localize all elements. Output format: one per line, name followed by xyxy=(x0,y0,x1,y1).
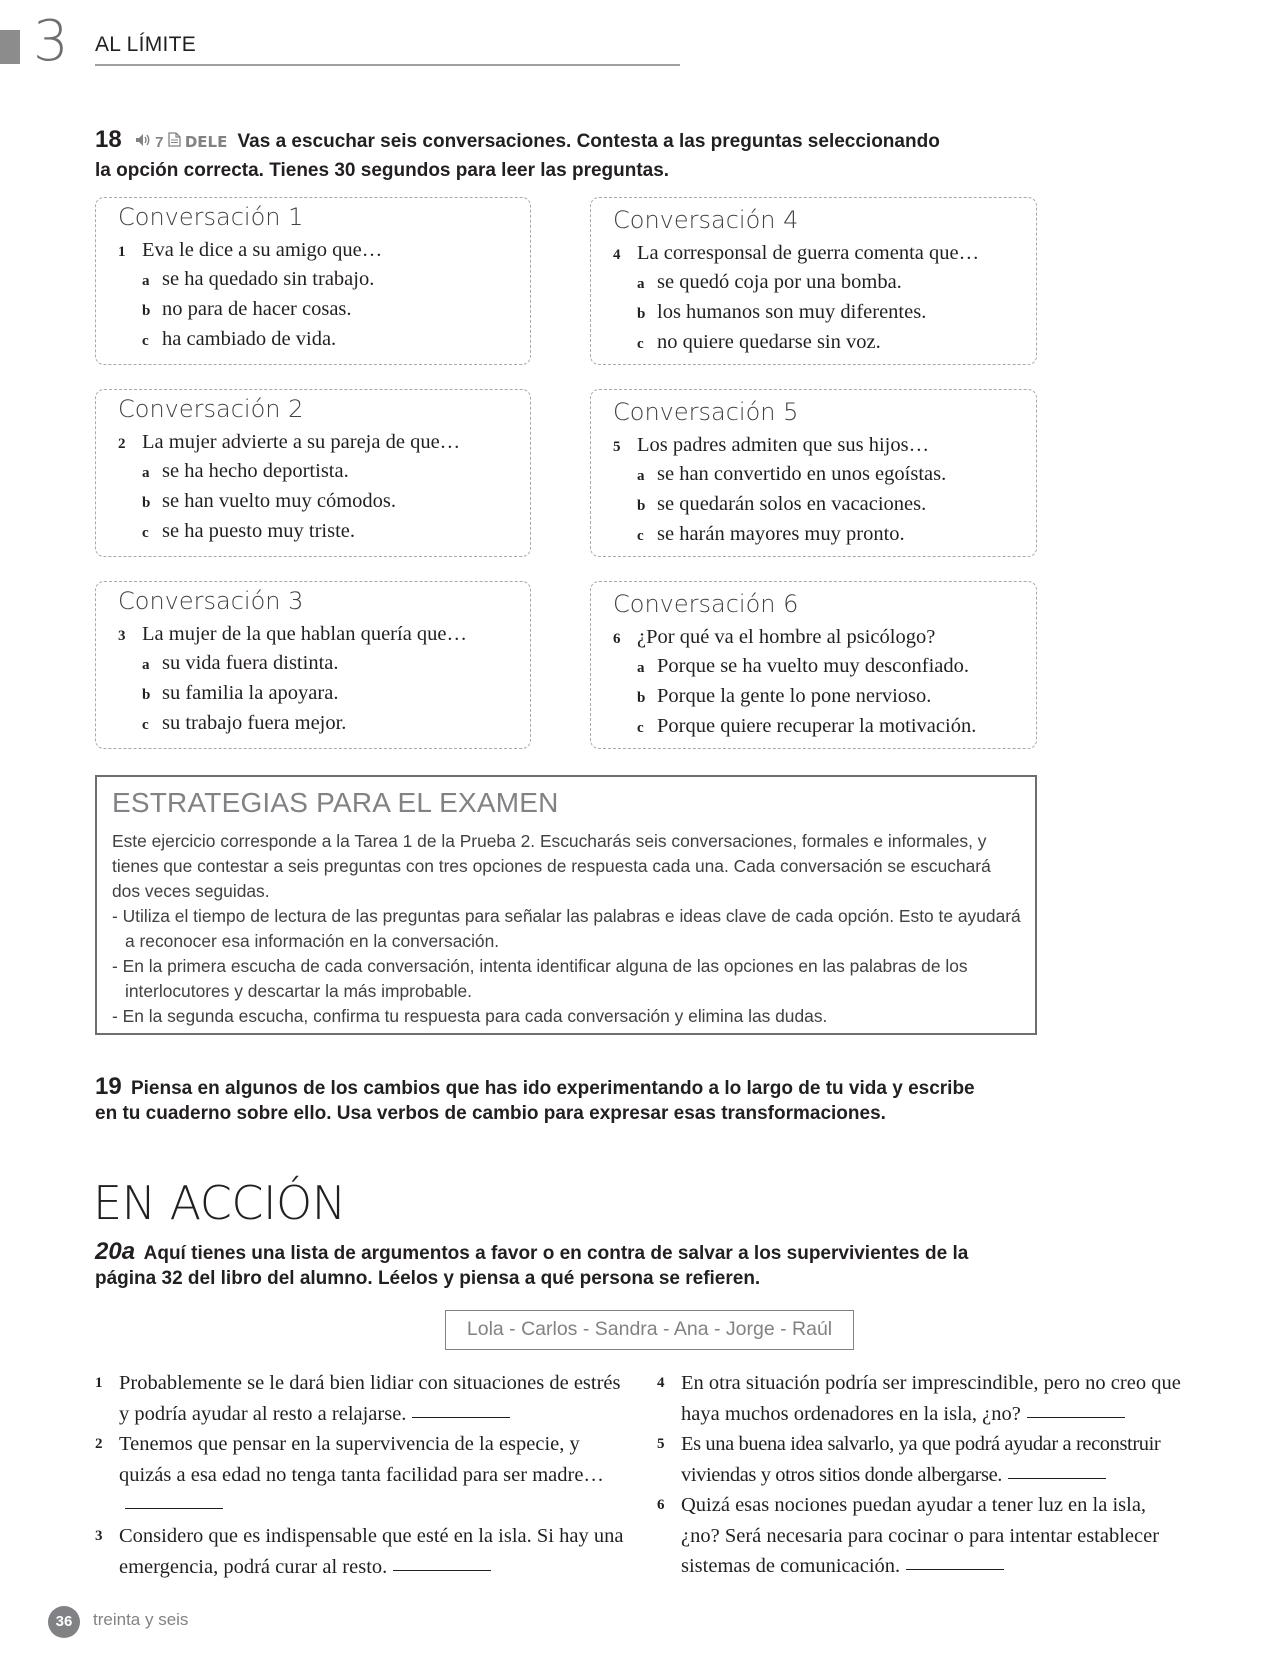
answer-blank[interactable] xyxy=(1027,1417,1125,1418)
answer-blank[interactable] xyxy=(1008,1478,1106,1479)
conversation-title: Conversación 3 xyxy=(118,587,304,615)
option-c: c Porque quiere recuperar la motivación. xyxy=(637,715,977,737)
strategies-intro: Este ejercicio corresponde a la Tarea 1 de la Prueba 2. Escucharás seis conversaciones, formales e informales, y tienes que contestar a seis preguntas con tres opciones de respuesta cada una. Cada conversación se escuchará dos veces seguidas. xyxy=(112,831,991,901)
conversation-title: Conversación 5 xyxy=(613,398,799,426)
argument-item-2: 2 Tenemos que pensar en la supervivencia de la especie, y quizás a esa edad no tenga tanta facilidad para ser madre… xyxy=(95,1429,625,1521)
speaker-icon xyxy=(135,129,151,156)
option-c: c ha cambiado de vida. xyxy=(142,328,337,350)
argument-item-5: 5 Es una buena idea salvarlo, ya que podrá ayudar a reconstruir viviendas y otros sitios donde albergarse. xyxy=(657,1433,1161,1486)
page-number: 36 xyxy=(48,1606,80,1638)
option-a: a se quedó coja por una bomba. xyxy=(637,271,902,293)
conversation-box-5 xyxy=(590,389,1037,557)
names-box: Lola - Carlos - Sandra - Ana - Jorge - Raúl xyxy=(445,1310,854,1350)
unit-tab-marker xyxy=(0,30,20,64)
question: 4 La corresponsal de guerra comenta que… xyxy=(613,242,980,264)
strategies-box xyxy=(95,775,1037,1035)
answer-blank[interactable] xyxy=(125,1508,223,1509)
answer-blank[interactable] xyxy=(412,1417,510,1418)
option-c: c se ha puesto muy triste. xyxy=(142,520,356,542)
option-a: a su vida fuera distinta. xyxy=(142,652,339,674)
exercise-number: 19 xyxy=(95,1073,122,1100)
exercise-19-line-2: en tu cuaderno sobre ello. Usa verbos de cambio para expresar esas transformaciones. xyxy=(95,1103,886,1124)
conversation-title: Conversación 4 xyxy=(613,206,799,234)
option-a: a se ha hecho deportista. xyxy=(142,460,349,482)
instruction-line-2: la opción correcta. Tienes 30 segundos para leer las preguntas. xyxy=(95,160,670,181)
option-b: b su familia la apoyara. xyxy=(142,682,339,704)
strategies-title: ESTRATEGIAS PARA EL EXAMEN xyxy=(112,787,559,818)
option-b: b los humanos son muy diferentes. xyxy=(637,301,927,323)
argument-item-1: 1 Probablemente se le dará bien lidiar con situaciones de estrés y podría ayudar al resto a relajarse. xyxy=(95,1372,621,1425)
strategy-tip-1: - Utiliza el tiempo de lectura de las preguntas para señalar las palabras e ideas clave de cada opción. Esto te ayudará a reconocer esa información en la conversación. xyxy=(112,906,1021,951)
exercise-20a-line-1: 20a Aquí tienes una lista de argumentos a favor o en contra de salvar a los supervivientes de la xyxy=(95,1238,969,1265)
exercise-19-line-1: 19 Piensa en algunos de los cambios que has ido experimentando a lo largo de tu vida y escribe xyxy=(95,1073,975,1100)
unit-title: AL LÍMITE xyxy=(95,33,197,56)
section-title: EN ACCIÓN xyxy=(93,1176,346,1230)
strategy-tip-3: - En la segunda escucha, confirma tu respuesta para cada conversación y elimina las dudas. xyxy=(112,1006,828,1026)
dele-label: DELE xyxy=(184,133,228,151)
instruction-line-1: Vas a escuchar seis conversaciones. Contesta a las preguntas seleccionando xyxy=(237,131,940,152)
question: 6 ¿Por qué va el hombre al psicólogo? xyxy=(613,626,936,648)
option-c: c no quiere quedarse sin voz. xyxy=(637,331,881,353)
option-b: b se quedarán solos en vacaciones. xyxy=(637,493,927,515)
option-b: b no para de hacer cosas. xyxy=(142,298,352,320)
argument-item-4: 4 En otra situación podría ser imprescindible, pero no creo que haya muchos ordenadores en la isla, ¿no? xyxy=(657,1372,1181,1425)
exercise-20a-line-2: página 32 del libro del alumno. Léelos y piensa a qué persona se refieren. xyxy=(95,1268,761,1289)
conversation-box-4 xyxy=(590,197,1037,365)
answer-blank[interactable] xyxy=(906,1569,1004,1570)
conversation-box-1 xyxy=(95,197,531,365)
conversation-box-3 xyxy=(95,581,531,749)
option-a: a Porque se ha vuelto muy desconfiado. xyxy=(637,655,969,677)
option-a: a se han convertido en unos egoístas. xyxy=(637,463,947,485)
exercise-number: 18 xyxy=(95,126,122,153)
argument-item-6: 6 Quizá esas nociones puedan ayudar a tener luz en la isla, ¿no? Será necesaria para cocinar o para intentar establecer sistemas de comunicación. xyxy=(657,1494,1160,1577)
question: 5 Los padres admiten que sus hijos… xyxy=(613,434,930,456)
option-a: a se ha quedado sin trabajo. xyxy=(142,268,375,290)
track-number: 7 xyxy=(155,134,164,151)
answer-blank[interactable] xyxy=(393,1570,491,1571)
exercise-18-icons xyxy=(135,134,232,151)
conversation-box-6 xyxy=(590,581,1037,749)
document-icon xyxy=(168,129,181,156)
conversation-title: Conversación 1 xyxy=(118,203,304,231)
strategies-text xyxy=(112,829,1022,1029)
conversation-title: Conversación 6 xyxy=(613,590,799,618)
question: 3 La mujer de la que hablan quería que… xyxy=(118,623,468,645)
page-number-words: treinta y seis xyxy=(93,1610,189,1629)
conversation-title: Conversación 2 xyxy=(118,395,304,423)
conversation-box-2 xyxy=(95,389,531,557)
header-rule xyxy=(95,64,680,66)
exercise-number: 20a xyxy=(95,1238,136,1265)
question: 2 La mujer advierte a su pareja de que… xyxy=(118,431,461,453)
unit-number: 3 xyxy=(33,9,69,74)
strategy-tip-2: - En la primera escucha de cada conversación, intenta identificar alguna de las opciones en las palabras de los interlocutores y descartar la más improbable. xyxy=(112,956,968,1001)
exercise-18-heading xyxy=(95,126,1040,156)
option-c: c su trabajo fuera mejor. xyxy=(142,712,347,734)
option-b: b Porque la gente lo pone nervioso. xyxy=(637,685,932,707)
option-c: c se harán mayores muy pronto. xyxy=(637,523,905,545)
question: 1 Eva le dice a su amigo que… xyxy=(118,239,383,261)
option-b: b se han vuelto muy cómodos. xyxy=(142,490,397,512)
argument-item-3: 3 Considero que es indispensable que esté en la isla. Si hay una emergencia, podrá curar al resto. xyxy=(95,1525,624,1578)
